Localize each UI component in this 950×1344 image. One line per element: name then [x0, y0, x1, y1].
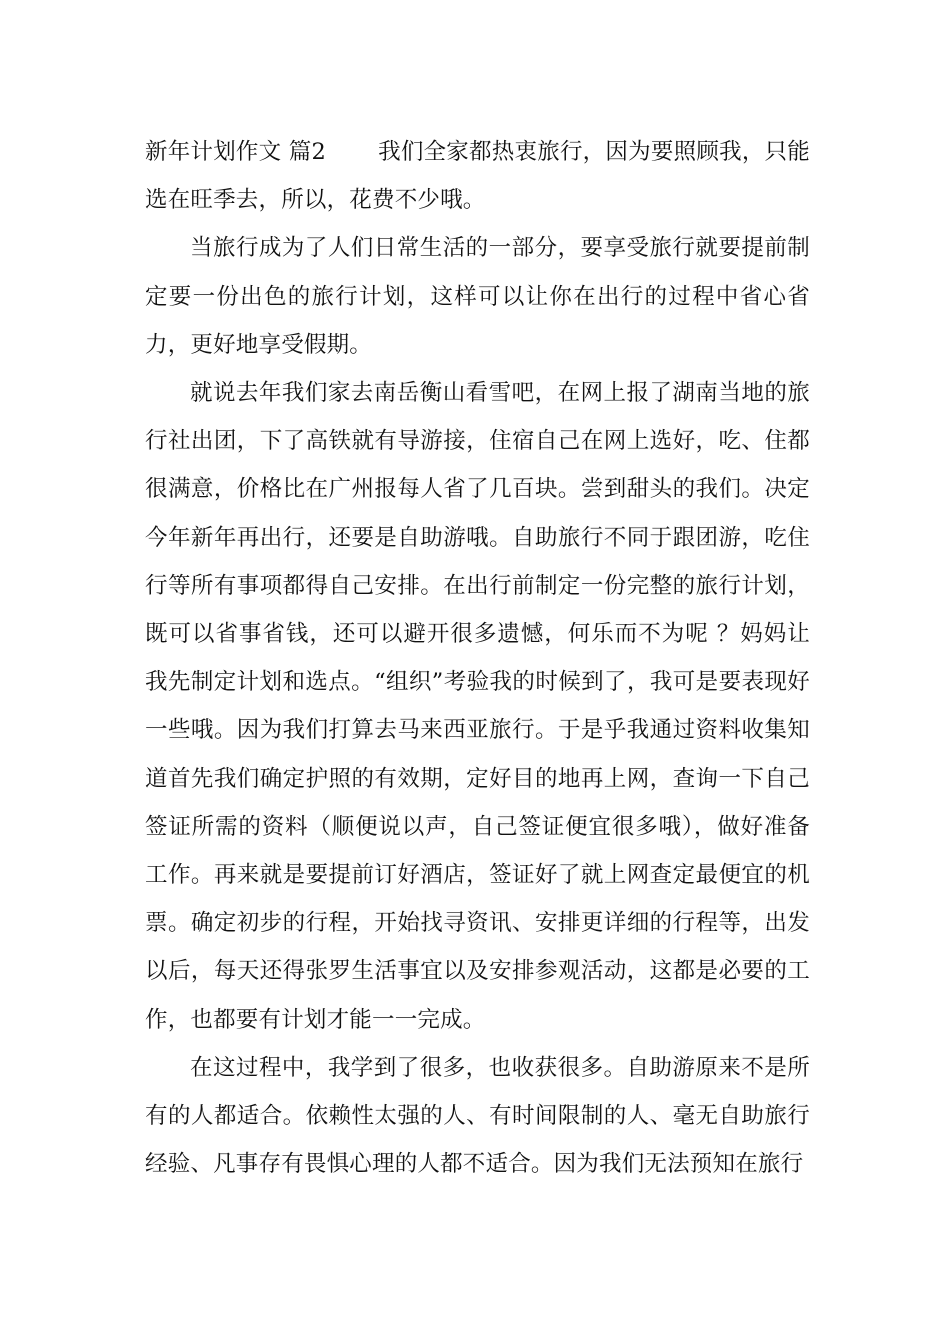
paragraph-intro: [145, 128, 810, 224]
essay-heading: 新年计划作文 篇2: [145, 139, 327, 165]
document-body: [145, 128, 810, 1188]
paragraph: 在这过程中，我学到了很多，也收获很多。自助游原来不是所有的人都适合。依赖性太强的人、有时间限制的人、毫无自助旅行经验、凡事存有畏惧心理的人都不适合。因为我们无法预知在旅行: [145, 1054, 810, 1178]
paragraph: 当旅行成为了人们日常生活的一部分，要享受旅行就要提前制定要一份出色的旅行计划，这样可以让你在出行的过程中省心省力，更好地享受假期。: [145, 235, 810, 358]
paragraph: 就说去年我们家去南岳衡山看雪吧，在网上报了湖南当地的旅行社出团，下了高铁就有导游接，住宿自己在网上选好，吃、住都很满意，价格比在广州报每人省了几百块。尝到甜头的我们。决定今年新年再出行，还要是自助游哦。自助旅行不同于跟团游，吃住行等所有事项都得自己安排。在出行前制定一份完整的旅行计划，既可以省事省钱，还可以避开很多遗憾，何乐而不为呢 ？妈妈让我先制定计划和选点。“组织”考验我的时候到了，我可是要表现好一些哦。因为我们打算去马来西亚旅行。于是乎我通过资料收集知道首先我们确定护照的有效期，定好目的地再上网，查询一下自己签证所需的资料（顺便说以声，自己签证便宜很多哦），做好准备工作。再来就是要提前订好酒店，签证好了就上网查定最便宜的机票。确定初步的行程，开始找寻资讯、安排更详细的行程等，出发以后，每天还得张罗生活事宜以及安排参观活动，这都是必要的工作，也都要有计划才能一一完成。: [145, 380, 810, 1033]
paragraph-text: 我们全家都热衷旅行，因为要照顾我，只能选在旺季去，所以，花费不少哦。: [145, 139, 810, 214]
